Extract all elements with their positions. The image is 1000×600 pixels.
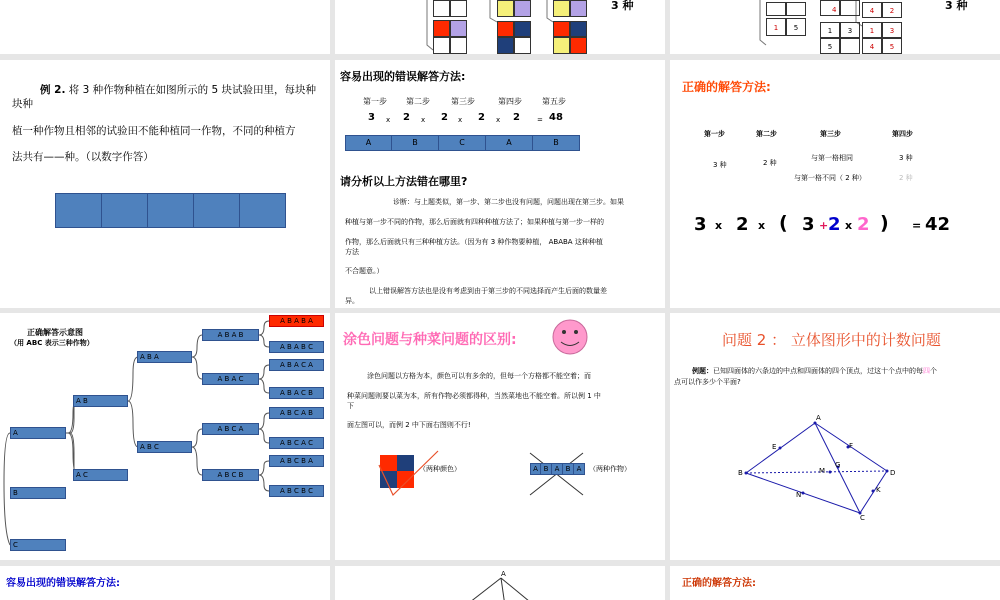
formula-op: +	[819, 219, 829, 232]
example-text: 已知四面体的六条边的中点和四面体的四个顶点，过这十个点中的每	[713, 367, 923, 375]
tree-node: A B A C	[202, 373, 259, 385]
point-label: E	[772, 443, 777, 451]
step-value: 3 种	[899, 154, 913, 162]
formula-op: x	[421, 116, 426, 124]
step-label: 第四步	[498, 97, 522, 106]
tree-node: B	[10, 487, 66, 499]
formula-num: 2	[828, 214, 841, 235]
formula-op: =	[537, 116, 543, 124]
field-plot-1	[55, 193, 102, 228]
answer-text: 3 种	[611, 0, 634, 12]
example-label: 例题：	[692, 367, 713, 375]
paragraph-line: 面左图可以，而例 2 中下面右图则不行!	[347, 421, 471, 429]
formula-num: 2	[441, 112, 448, 123]
step-label: 第四步	[892, 130, 913, 138]
slide-tree-diagram[interactable]	[0, 313, 330, 560]
slide-thumb-bottom-1[interactable]	[0, 566, 330, 600]
step-label: 第二步	[756, 130, 777, 138]
step-value: 2 种	[899, 174, 913, 182]
cell-row	[345, 135, 580, 151]
point-label: A	[816, 414, 821, 422]
step-label: 第二步	[406, 97, 430, 106]
formula-op: x	[758, 219, 766, 232]
tree-node: A B C B	[202, 469, 259, 481]
formula-num: 2	[403, 112, 410, 123]
point-label: N	[796, 491, 802, 499]
tree-node: A C	[73, 469, 128, 481]
formula-op: x	[845, 219, 853, 232]
slide-title: 正确的解答方法:	[682, 80, 771, 94]
paragraph-line: 作物，那么后面就只有三种种植方法。（因为有 3 种作物要种植， ABABA 这种种植	[345, 238, 603, 246]
tree-leaf: A B A B C	[269, 341, 324, 353]
step-value: 与第一格相同	[811, 154, 853, 162]
paragraph-line: 以上错误解答方法也是没有考虑到由于第三步的不同选择而产生后面的数量差	[369, 287, 607, 295]
cell: A	[345, 135, 392, 151]
slide-example-2[interactable]	[0, 60, 330, 308]
point-label: D	[890, 469, 896, 477]
point-label: F	[849, 442, 854, 450]
point-label: G	[835, 461, 841, 469]
question-heading: 请分析以上方法错在哪里?	[340, 175, 468, 188]
step-label: 第五步	[542, 97, 566, 106]
formula-op: x	[386, 116, 391, 124]
point-label: K	[876, 486, 881, 494]
slide-thumb-1[interactable]	[0, 0, 330, 54]
slide-problem-2[interactable]: 问题 2 ： 立体图形中的计数问题 例题：已知四面体的六条边的中点和四面体的四个顶点，过这十个点中的每四个 点可以作多少个平面? A E F B M G D N K C	[670, 313, 1000, 560]
step-value: 2 种	[763, 159, 777, 167]
tree-leaf: A B C B C	[269, 485, 324, 497]
point-label: B	[738, 469, 743, 477]
field-plot-5	[239, 193, 286, 228]
paragraph-line: 下	[347, 402, 354, 410]
grid-num-label: 4	[832, 6, 837, 14]
tree-leaf: A B C B A	[269, 455, 324, 467]
formula-paren: )	[880, 212, 889, 234]
cell: B	[392, 135, 439, 151]
crossed-cell-row: A B A B A	[530, 463, 585, 475]
step-label: 第三步	[451, 97, 475, 106]
formula-num: 2	[478, 112, 485, 123]
example-line-1: 将 3 种作物种植在如图所示的 5 块试验田里，每块种	[68, 84, 317, 96]
tree-node: A B C A	[202, 423, 259, 435]
formula-op: x	[496, 116, 501, 124]
formula-num: 3	[694, 214, 707, 235]
slide-thumb-2[interactable]	[335, 0, 665, 54]
formula-num: 3	[368, 112, 375, 123]
paragraph-line: 种植与第一步不同的作物，那么后面就有四种种植方法了；如果种植与第一步一样的	[345, 218, 604, 226]
check-mark-icon	[335, 313, 665, 560]
cell: B	[533, 135, 580, 151]
slide-thumb-bottom-3[interactable]	[670, 566, 1000, 600]
formula-num: 2	[513, 112, 520, 123]
example-line-1b: 块种	[12, 98, 33, 110]
paragraph-line: 不合题意。）	[345, 267, 384, 275]
formula-result: 42	[925, 214, 951, 235]
formula-paren: (	[779, 212, 788, 234]
slide-difference[interactable]	[335, 313, 665, 560]
slide-thumb-bottom-2[interactable]	[335, 566, 665, 600]
point-label: M	[819, 467, 826, 475]
step-label: 第一步	[704, 130, 725, 138]
slide-title: 问题 2 ： 立体图形中的计数问题	[722, 331, 941, 349]
step-value: 3 种	[713, 161, 727, 169]
field-plot-3	[147, 193, 194, 228]
formula-result: 48	[549, 112, 563, 123]
cell: A	[486, 135, 533, 151]
paragraph-line: 异。	[345, 297, 359, 305]
formula-num: 3	[802, 214, 815, 235]
formula-op: x	[458, 116, 463, 124]
point-label: A	[501, 570, 506, 578]
triangle-diagram	[335, 566, 665, 600]
tree-leaf: A B A C B	[269, 387, 324, 399]
slide-title: 涂色问题与种菜问题的区别:	[343, 332, 517, 348]
grid-caption: （两种作物）	[589, 465, 631, 473]
tetrahedron-diagram	[670, 313, 1000, 560]
example-line-2: 植一种作物且相邻的试验田不能种植同一作物，不同的种植方	[12, 125, 296, 137]
paragraph-line: 种菜问题则要以菜为本，所有作物必须都得种，当然菜地也不能空着。所以例 1 中	[347, 392, 601, 400]
slide-title: 容易出现的错误解答方法:	[340, 70, 466, 83]
paragraph-line: 涂色问题以方格为本，颜色可以有多余的，但每一个方格都不能空着；而	[367, 372, 591, 380]
example-line-3: 法共有——种。（以数字作答）	[12, 151, 154, 163]
step-label: 第三步	[820, 130, 841, 138]
example-label: 例 2.	[40, 84, 66, 96]
slide-title: 正确的解答方法:	[682, 578, 756, 589]
slide-title: 正确解答示意图	[27, 328, 83, 337]
highlight-word: 四	[923, 367, 930, 375]
grid-caption: （两种颜色）	[419, 465, 461, 473]
point-label: C	[860, 514, 865, 522]
field-plot-4	[193, 193, 240, 228]
tree-node: A	[10, 427, 66, 439]
slide-thumb-3[interactable]: 1 5 1 3 5 4 2 1 3 4 5 4 3 种	[670, 0, 1000, 54]
tree-node: A B A	[137, 351, 192, 363]
tree-leaf: A B C A B	[269, 407, 324, 419]
cell: C	[439, 135, 486, 151]
formula-num: 2	[736, 214, 749, 235]
step-label: 第一步	[363, 97, 387, 106]
tree-node: A B C	[137, 441, 192, 453]
paragraph-line: 方法	[345, 248, 359, 256]
tree-node: A B A B	[202, 329, 259, 341]
formula-op: x	[715, 219, 723, 232]
slide-correct-method[interactable]	[670, 60, 1000, 308]
paragraph-line: 诊断：与上题类似，第一步、第二步也没有问题，问题出现在第三步。如果	[393, 198, 624, 206]
slide-title: 容易出现的错误解答方法:	[6, 578, 120, 589]
step-value: 与第一格不同（ 2 种）	[794, 174, 866, 182]
tree-leaf: A B C A C	[269, 437, 324, 449]
example-text: 点可以作多少个平面?	[674, 378, 741, 386]
tree-node: C	[10, 539, 66, 551]
formula-op: =	[912, 219, 922, 232]
tree-node: A B	[73, 395, 128, 407]
field-plot-2	[101, 193, 148, 228]
answer-text: 3 种	[945, 0, 968, 12]
slide-subtitle: （用 ABC 表示三种作物）	[10, 339, 94, 347]
tree-leaf-invalid: A B A B A	[269, 315, 324, 327]
formula-num: 2	[857, 214, 870, 235]
tree-leaf: A B A C A	[269, 359, 324, 371]
slide-wrong-method[interactable]	[335, 60, 665, 308]
